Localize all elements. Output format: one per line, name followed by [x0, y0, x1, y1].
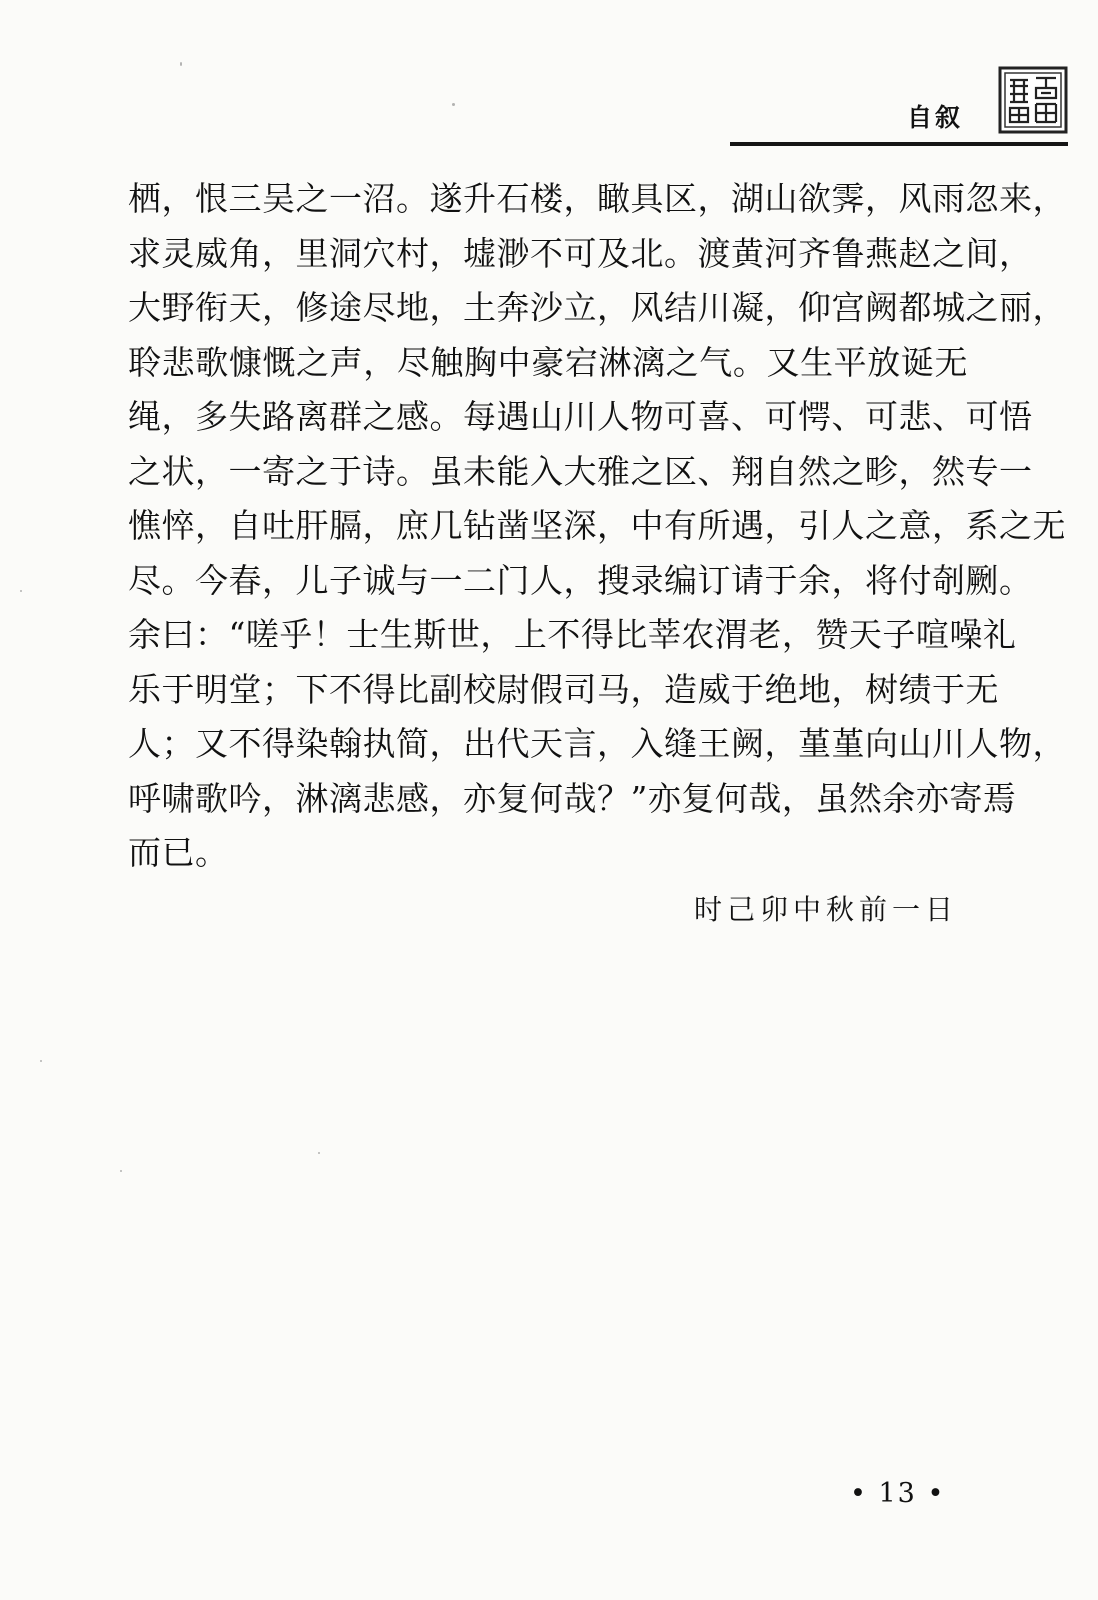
header-rule	[730, 142, 1068, 146]
text-line: 人；又不得染翰执简，出代天言，入缝王阙，堇堇向山川人物，	[128, 724, 1066, 763]
paper-speck	[120, 1170, 122, 1172]
text-line: 大野衔天，修途尽地，土奔沙立，风结川凝，仰宫阙都城之丽，	[128, 288, 1066, 327]
page-number: • 13 •	[850, 1478, 946, 1509]
text-line: 呼啸歌吟，淋漓悲感，亦复何哉？”亦复何哉，虽然余亦寄焉	[128, 778, 1017, 818]
text-line: 之状，一寄之于诗。虽未能入大雅之区、翔自然之畛，然专一	[128, 451, 1033, 491]
text-line: 求灵威角，里洞穴村，墟渺不可及北。渡黄河齐鲁燕赵之间，	[128, 233, 1033, 273]
body-text	[128, 172, 1066, 881]
running-title: 自叙	[906, 103, 963, 132]
text-line: 憔悴，自吐肝膈，庶几钻凿坚深，中有所遇，引人之意，系之无	[128, 506, 1066, 545]
text-line: 栖，恨三吴之一沼。遂升石楼，瞰具区，湖山欲霁，风雨忽来，	[128, 179, 1066, 218]
text-line: 余曰：“嗟乎！士生斯世，上不得比莘农渭老，赞天子喧噪礼	[128, 615, 1017, 654]
dateline: 时己卯中秋前一日	[693, 893, 958, 926]
text-line: 聆悲歌慷慨之声，尽触胸中豪宕淋漓之气。又生平放诞无	[128, 342, 968, 382]
paper-speck	[20, 590, 22, 592]
page-header	[0, 0, 1098, 160]
text-line: 乐于明堂；下不得比副校尉假司马，造威于绝地，树绩于无	[128, 669, 999, 709]
text-line: 而已。	[128, 833, 229, 872]
text-line: 绳，多失路离群之感。每遇山川人物可喜、可愕、可悲、可悟	[128, 397, 1033, 436]
paper-speck	[40, 1060, 42, 1062]
paper-speck	[318, 1152, 320, 1154]
text-line: 尽。今春，儿子诚与一二门人，搜录编订请于余，将付剞劂。	[128, 560, 1033, 600]
seal-stamp-icon	[998, 66, 1068, 134]
